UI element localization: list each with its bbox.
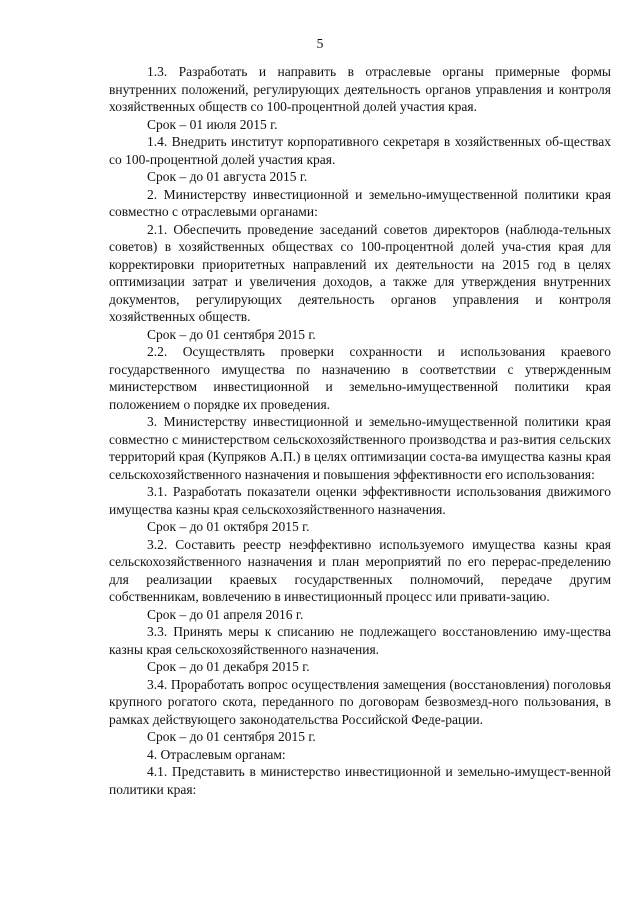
paragraph-2-2: 2.2. Осуществлять проверки сохранности и использования краевого государственного имущества по назначению в соответствии с утвержденным министерством инвестиционной и земельно-имущественной политики края положением о порядке их проведения.: [109, 344, 611, 412]
deadline-3-3: Срок – до 01 декабря 2015 г.: [147, 659, 310, 674]
paragraph-3: 3. Министерству инвестиционной и земельно-имущественной политики края совместно с министерством сельскохозяйственного производства и раз-вития сельских территорий края (Купряков А.П.) в целях оптимизации соста-ва имущества казны края сельскохозяйственного назначения и повышения эффективности его использования:: [109, 414, 611, 482]
page-number: 5: [316, 36, 324, 51]
paragraph-4: 4. Отраслевым органам:: [147, 746, 286, 762]
document-body: [109, 63, 611, 798]
paragraph-3-2: 3.2. Составить реестр неэффективно используемого имущества казны края сельскохозяйственного назначения и план мероприятий по его перерас-пределению для реализации краевых государственных полномочий, передаче другим собственникам, вовлечению в инвестиционный процесс или привати-зацию.: [109, 536, 611, 604]
paragraph-1-3: 1.3. Разработать и направить в отраслевые органы примерные формы внутренних положений, регулирующих деятельность органов управления и контроля хозяйственных обществ со 100-процентной долей участия края.: [109, 64, 611, 114]
deadline-3-2: Срок – до 01 апреля 2016 г.: [147, 606, 304, 622]
deadline-3-1: Срок – до 01 октября 2015 г.: [147, 519, 310, 534]
paragraph-4-1: 4.1. Представить в министерство инвестиционной и земельно-имущест-венной политики края:: [109, 764, 611, 797]
paragraph-1-4: 1.4. Внедрить институт корпоративного секретаря в хозяйственных об-ществах со 100-процентной долей участия края.: [109, 134, 611, 167]
deadline-1-3: Срок – 01 июля 2015 г.: [147, 116, 278, 132]
deadline-1-4: Срок – до 01 августа 2015 г.: [147, 169, 308, 184]
paragraph-3-3: 3.3. Принять меры к списанию не подлежащего восстановлению иму-щества казны края сельскохозяйственного назначения.: [109, 624, 611, 657]
paragraph-3-4: 3.4. Проработать вопрос осуществления замещения (восстановления) поголовья крупного рогатого скота, переданного по договорам безвозмезд-ного пользования, в рамках действующего законодательства Российской Феде-рации.: [109, 676, 611, 727]
deadline-3-4: Срок – до 01 сентября 2015 г.: [147, 729, 316, 744]
paragraph-2-1: 2.1. Обеспечить проведение заседаний советов директоров (наблюда-тельных советов) в хозяйственных обществах со 100-процентной долей уча-стия края для корректировки приоритетных направлений их деятельности на 2015 год в целях оптимизации затрат и увеличения доходов, а также для утверждения внутренних документов, регулирующих деятельность органов управления и контроля хозяйственных обществ.: [109, 221, 611, 324]
deadline-2-1: Срок – до 01 сентября 2015 г.: [147, 326, 316, 342]
paragraph-3-1: 3.1. Разработать показатели оценки эффективности использования движимого имущества казны края сельскохозяйственного назначения.: [109, 484, 611, 517]
paragraph-2: 2. Министерству инвестиционной и земельно-имущественной политики края совместно с отраслевыми органами:: [109, 186, 611, 219]
